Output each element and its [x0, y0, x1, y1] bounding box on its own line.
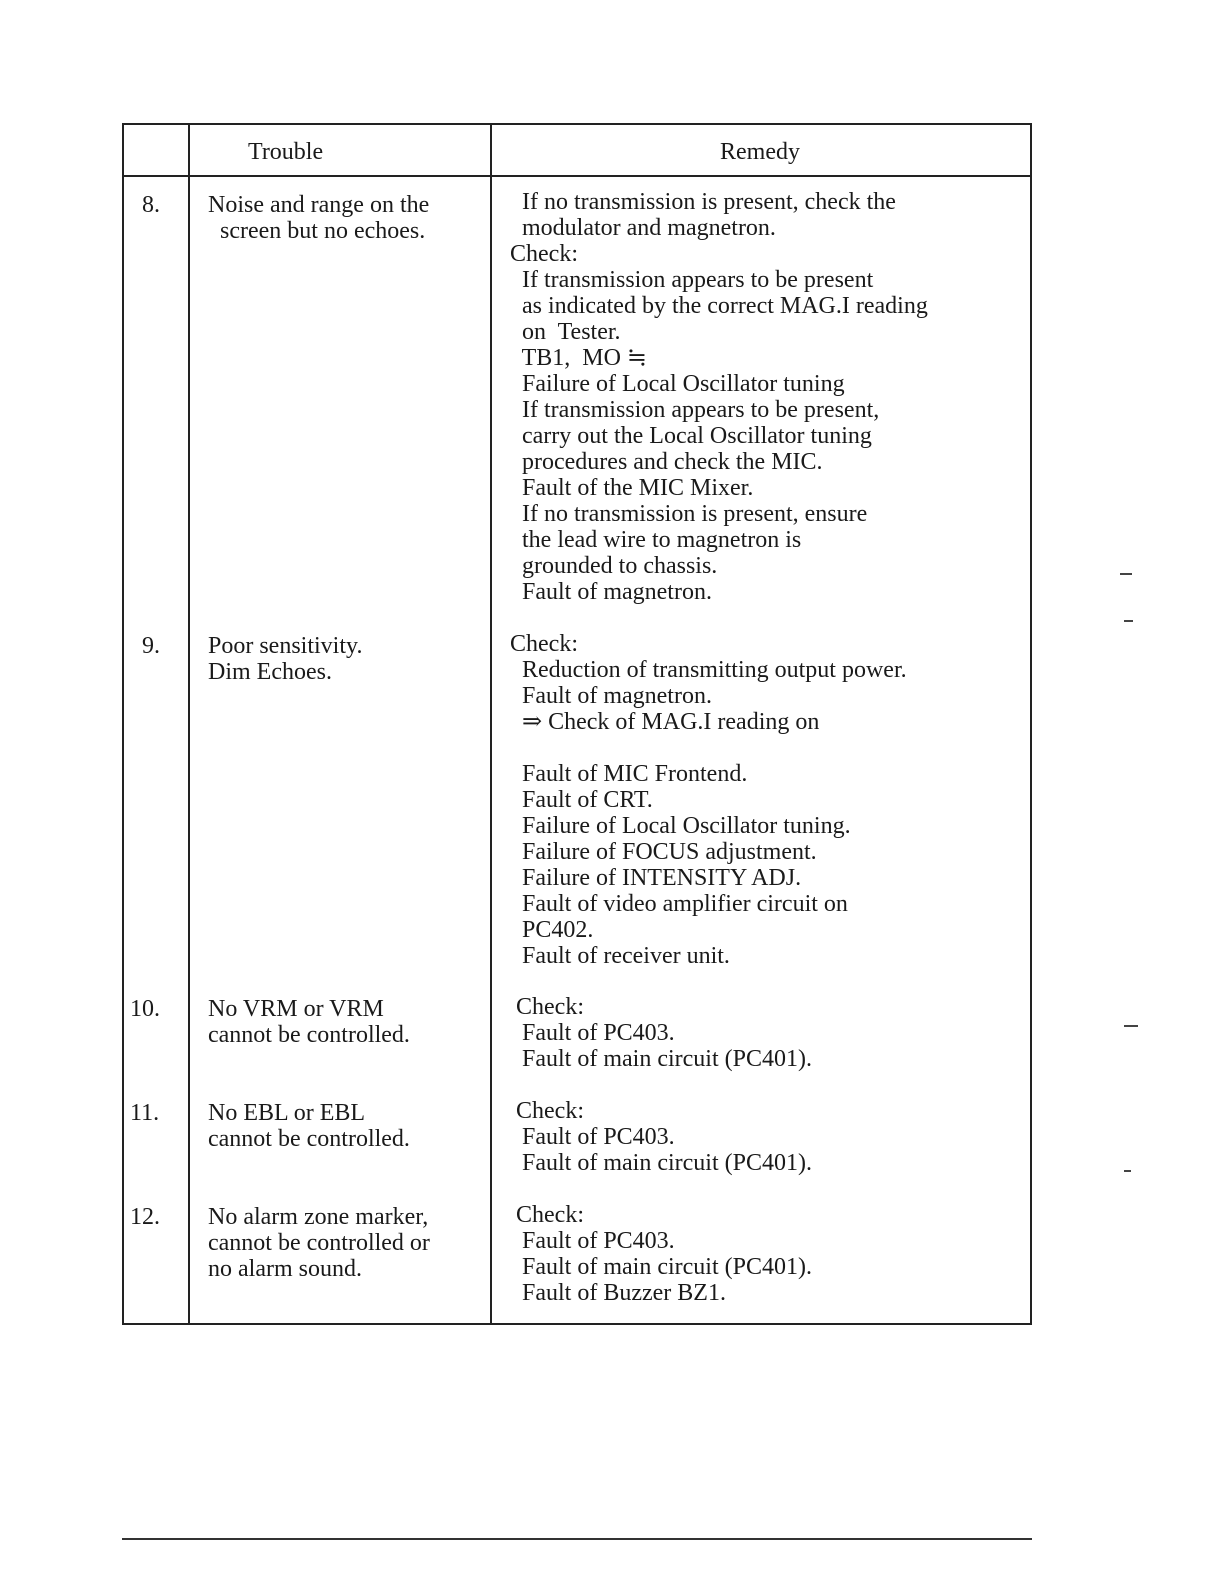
remedy-text — [510, 994, 1020, 1072]
remedy-line: Fault of magnetron. — [510, 683, 712, 709]
trouble-text: Poor sensitivity. Dim Echoes. — [208, 633, 363, 685]
remedy-line: If transmission appears to be present — [510, 267, 874, 293]
scan-mark — [1120, 573, 1132, 575]
remedy-text — [510, 189, 1020, 605]
remedy-line: If no transmission is present, check the — [510, 189, 896, 215]
remedy-text — [510, 1098, 1020, 1176]
remedy-line: Fault of MIC Frontend. — [510, 761, 748, 787]
remedy-line: Fault of PC403. — [510, 1020, 675, 1046]
row-number: 10. — [130, 996, 160, 1022]
remedy-line: Failure of INTENSITY ADJ. — [510, 865, 802, 891]
remedy-line: Failure of Local Oscillator tuning — [510, 371, 845, 397]
scan-mark — [1124, 620, 1133, 622]
remedy-line: Fault of CRT. — [510, 787, 653, 813]
row-number: 11. — [130, 1100, 160, 1126]
remedy-line: Fault of the MIC Mixer. — [510, 475, 754, 501]
remedy-line — [510, 735, 1020, 761]
footer-rule — [122, 1538, 1032, 1540]
remedy-line: the lead wire to magnetron is — [510, 527, 802, 553]
row-number: 8. — [142, 192, 160, 218]
remedy-line: If no transmission is present, ensure — [510, 501, 868, 527]
remedy-line: Check: — [510, 994, 584, 1020]
row-number: 9. — [142, 633, 160, 659]
remedy-line: Fault of main circuit (PC401). — [510, 1046, 812, 1072]
remedy-line: modulator and magnetron. — [510, 215, 776, 241]
scan-mark — [1124, 1025, 1138, 1027]
trouble-text: No VRM or VRM cannot be controlled. — [208, 996, 410, 1048]
remedy-line: Fault of PC403. — [510, 1124, 675, 1150]
remedy-line: carry out the Local Oscillator tuning — [510, 423, 872, 449]
trouble-text: Noise and range on the screen but no echoes. — [208, 192, 430, 244]
header-rule — [124, 175, 1030, 177]
remedy-line: Fault of magnetron. — [510, 579, 712, 605]
remedy-line: TB1, MO ≒ — [510, 345, 648, 371]
remedy-line: Fault of receiver unit. — [510, 943, 730, 969]
column-divider — [490, 125, 492, 1323]
troubleshooting-table — [122, 123, 1032, 1325]
row-number: 12. — [130, 1204, 160, 1230]
remedy-line: grounded to chassis. — [510, 553, 718, 579]
remedy-text — [510, 631, 1020, 969]
remedy-line: Fault of PC403. — [510, 1228, 675, 1254]
trouble-text: No EBL or EBL cannot be controlled. — [208, 1100, 410, 1152]
remedy-line: Fault of Buzzer BZ1. — [510, 1280, 726, 1306]
remedy-line: Check: — [510, 1098, 584, 1124]
trouble-text: No alarm zone marker, cannot be controlled or no alarm sound. — [208, 1204, 430, 1282]
remedy-line: Fault of video amplifier circuit on — [510, 891, 848, 917]
remedy-line: Reduction of transmitting output power. — [510, 657, 907, 683]
remedy-line: Check: — [510, 241, 578, 267]
remedy-line: If transmission appears to be present, — [510, 397, 880, 423]
remedy-line: on Tester. — [510, 319, 621, 345]
remedy-line: as indicated by the correct MAG.I reading — [510, 293, 928, 319]
remedy-line: procedures and check the MIC. — [510, 449, 823, 475]
remedy-line: Fault of main circuit (PC401). — [510, 1150, 812, 1176]
remedy-line: Failure of Local Oscillator tuning. — [510, 813, 851, 839]
remedy-line: Check: — [510, 1202, 584, 1228]
column-divider — [188, 125, 190, 1323]
remedy-line: Check: — [510, 631, 578, 657]
trouble-header: Trouble — [248, 139, 324, 165]
remedy-line: Fault of main circuit (PC401). — [510, 1254, 812, 1280]
remedy-line: PC402. — [510, 917, 594, 943]
scan-mark — [1124, 1170, 1131, 1172]
remedy-line: Failure of FOCUS adjustment. — [510, 839, 817, 865]
remedy-text — [510, 1202, 1020, 1306]
remedy-header: Remedy — [720, 139, 800, 165]
remedy-line: ⇒ Check of MAG.I reading on — [510, 709, 820, 735]
